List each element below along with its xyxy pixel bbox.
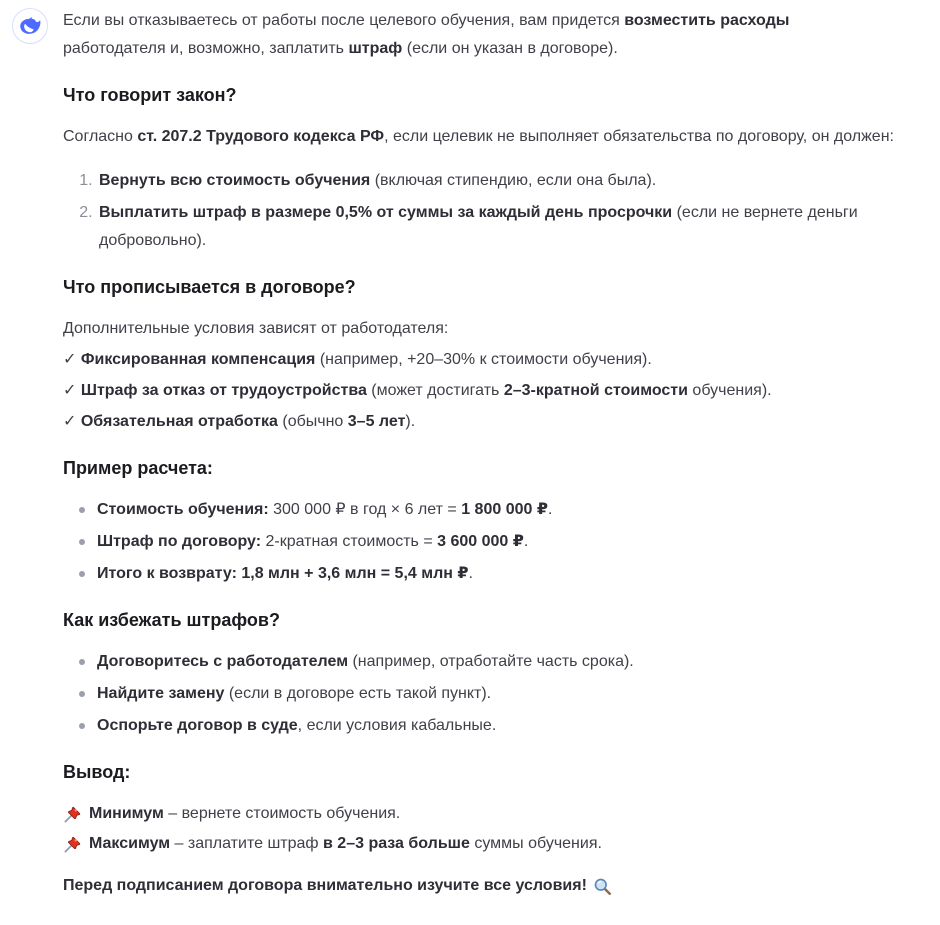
bullet-dot-icon [79,571,85,577]
law-obligations-list [63,167,895,255]
check-line: ✓ Обязательная отработка (обычно 3–5 лет). [63,413,416,430]
list-item-text: Штраф по договору: 2-кратная стоимость = 3 600 000 ₽. [97,533,529,550]
check-line: ✓ Фиксированная компенсация (например, +20–30% к стоимости обучения). [63,351,652,368]
pin-line [63,830,895,858]
list-item [97,712,895,740]
calc-list [63,496,895,588]
heading-conclusion: Вывод: [63,762,131,782]
heading-contract: Что прописывается в договоре? [63,277,356,297]
pin-line [63,800,895,828]
contract-intro-paragraph: Дополнительные условия зависят от работодателя: [63,320,449,337]
heading-avoid: Как избежать штрафов? [63,610,280,630]
pushpin-icon [63,835,82,854]
list-item [97,648,895,676]
pin-line-text: Максимум – заплатите штраф в 2–3 раза больше суммы обучения. [89,835,602,852]
pin-line-text: Минимум – вернете стоимость обучения. [89,805,401,822]
bullet-dot-icon [79,659,85,665]
list-item-text: Оспорьте договор в суде, если условия кабальные. [97,717,497,734]
list-item-text: Стоимость обучения: 300 000 ₽ в год × 6 лет = 1 800 000 ₽. [97,501,553,518]
list-item-text: Договоритесь с работодателем (например, отработайте часть срока). [97,653,634,670]
bullet-dot-icon [79,691,85,697]
avoid-list [63,648,895,740]
intro-paragraph: Если вы отказываетесь от работы после целевого обучения, вам придется возместить расходы работодателя и, возможно, заплатить штраф (если он указан в договоре). [63,12,790,57]
bullet-dot-icon [79,539,85,545]
final-advice-line [63,872,895,900]
bullet-dot-icon [79,723,85,729]
pushpin-icon [63,805,82,824]
list-item-text: Найдите замену (если в договоре есть такой пункт). [97,685,492,702]
heading-calc: Пример расчета: [63,458,213,478]
law-intro-paragraph: Согласно ст. 207.2 Трудового кодекса РФ, если целевик не выполняет обязательства по договору, он должен: [63,128,894,145]
list-item [97,528,895,556]
assistant-avatar [12,8,48,44]
list-item-text: Итого к возврату: 1,8 млн + 3,6 млн = 5,4 млн ₽. [97,565,473,582]
deepseek-whale-icon [18,14,42,38]
list-item [97,496,895,524]
list-item: 1. Вернуть всю стоимость обучения (включая стипендию, если она была). [97,167,895,195]
bullet-dot-icon [79,507,85,513]
magnifying-glass-icon [593,877,612,896]
list-item [97,680,895,708]
list-item [97,560,895,588]
heading-law: Что говорит закон? [63,85,237,105]
list-item: 2. Выплатить штраф в размере 0,5% от суммы за каждый день просрочки (если не вернете деньги добровольно). [97,199,895,255]
final-advice-text: Перед подписанием договора внимательно изучите все условия! [63,877,587,894]
check-line: ✓ Штраф за отказ от трудоустройства (может достигать 2–3-кратной стоимости обучения). [63,382,772,399]
message-content [63,6,895,900]
